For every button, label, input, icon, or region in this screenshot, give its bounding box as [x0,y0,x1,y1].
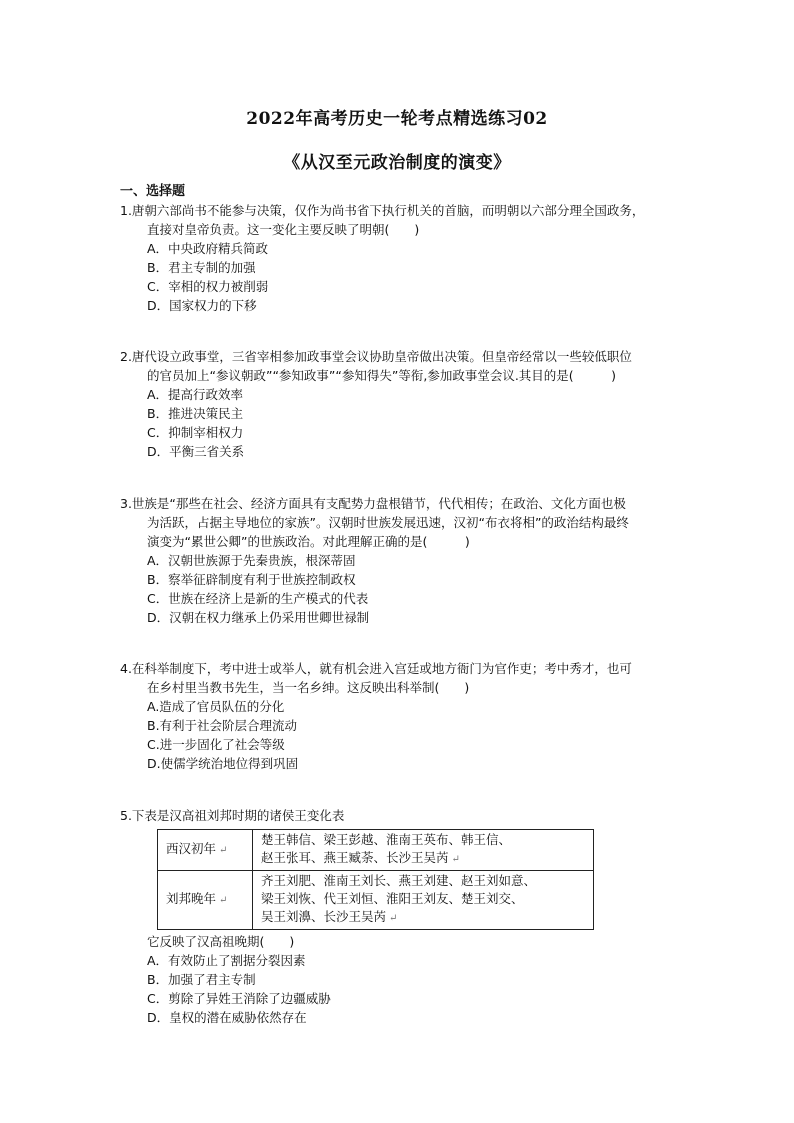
question-5 [120,806,700,1027]
document-subtitle: 《从汉至元政治制度的演变》 [283,153,511,173]
question-stem-continued: 为活跃，占据主导地位的家族”。汉朝时世族发展迅速，汉初“布衣将相”的政治结构最终 [147,515,629,530]
option-c: C．抑制宰相权力 [147,425,244,440]
option-d: D．国家权力的下移 [147,298,257,313]
option-a: A．汉朝世族源于先秦贵族，根深蒂固 [147,553,356,568]
option-a: A．有效防止了割据分裂因素 [147,953,306,968]
option-c: C．剪除了异姓王消除了边疆威胁 [147,991,331,1006]
question-stem-continued: 它反映了汉高祖晚期( ) [147,934,295,949]
option-a: A．提高行政效率 [147,387,244,402]
option-a: A.造成了官员队伍的分化 [147,699,285,714]
option-b: B．加强了君主专制 [147,972,256,987]
table-row [158,871,594,930]
question-4 [120,659,700,773]
table-cell-kings: 齐王刘肥、淮南王刘长、燕王刘建、赵王刘如意、 梁王刘恢、代王刘恒、淮阳王刘友、楚王刘交、 吴王刘濞、长沙王吴芮 ↵ [253,871,594,930]
question-2 [120,347,700,461]
document-title: 2022年高考历史一轮考点精选练习02 [246,109,548,129]
option-d: D.使儒学统治地位得到巩固 [147,756,299,771]
option-b: B．君主专制的加强 [147,260,256,275]
table-cell-kings: 楚王韩信、梁王彭越、淮南王英布、韩王信、 赵王张耳、燕王臧荼、长沙王吴芮 ↵ [253,830,594,871]
table-row [158,830,594,871]
question-1 [120,201,700,315]
option-d: D．汉朝在权力继承上仍采用世卿世禄制 [147,610,370,625]
option-c: C．宰相的权力被削弱 [147,279,269,294]
option-d: D．平衡三省关系 [147,444,245,459]
option-b: B．察举征辟制度有利于世族控制政权 [147,572,356,587]
question-stem-continued: 的官员加上“参议朝政”“参知政事”“参知得失”等衔,参加政事堂会议.其目的是( ) [147,368,617,383]
question-stem: 2.唐代设立政事堂，三省宰相参加政事堂会议协助皇帝做出决策。但皇帝经常以一些较低职位 [120,349,632,364]
vassal-king-table [157,829,594,930]
option-a: A．中央政府精兵简政 [147,241,269,256]
question-stem: 4.在科举制度下，考中进士或举人，就有机会进入宫廷或地方衙门为官作吏；考中秀才，也可 [120,661,632,676]
option-c: C．世族在经济上是新的生产模式的代表 [147,591,369,606]
option-b: B．推进决策民主 [147,406,244,421]
question-stem: 3.世族是“那些在社会、经济方面具有支配势力盘根错节，代代相传；在政治、文化方面也极 [120,496,626,511]
question-3 [120,494,700,627]
table-cell-period: 西汉初年 ↵ [158,830,253,871]
question-stem-continued: 在乡村里当教书先生，当一名乡绅。这反映出科举制( ) [147,680,470,695]
option-d: D．皇权的潜在威胁依然存在 [147,1010,307,1025]
option-c: C.进一步固化了社会等级 [147,737,285,752]
table-cell-period: 刘邦晚年 ↵ [158,871,253,930]
question-stem-continued: 直接对皇帝负责。这一变化主要反映了明朝( ) [147,222,420,237]
option-b: B.有利于社会阶层合理流动 [147,718,298,733]
question-stem: 1.唐朝六部尚书不能参与决策，仅作为尚书省下执行机关的首脑，而明朝以六部分理全国政务， [120,203,645,218]
question-stem-continued: 演变为“累世公卿”的世族政治。对此理解正确的是( ) [147,534,470,549]
section-heading: 一、选择题 [120,184,186,199]
question-stem: 5.下表是汉高祖刘邦时期的诸侯王变化表 [120,808,345,823]
